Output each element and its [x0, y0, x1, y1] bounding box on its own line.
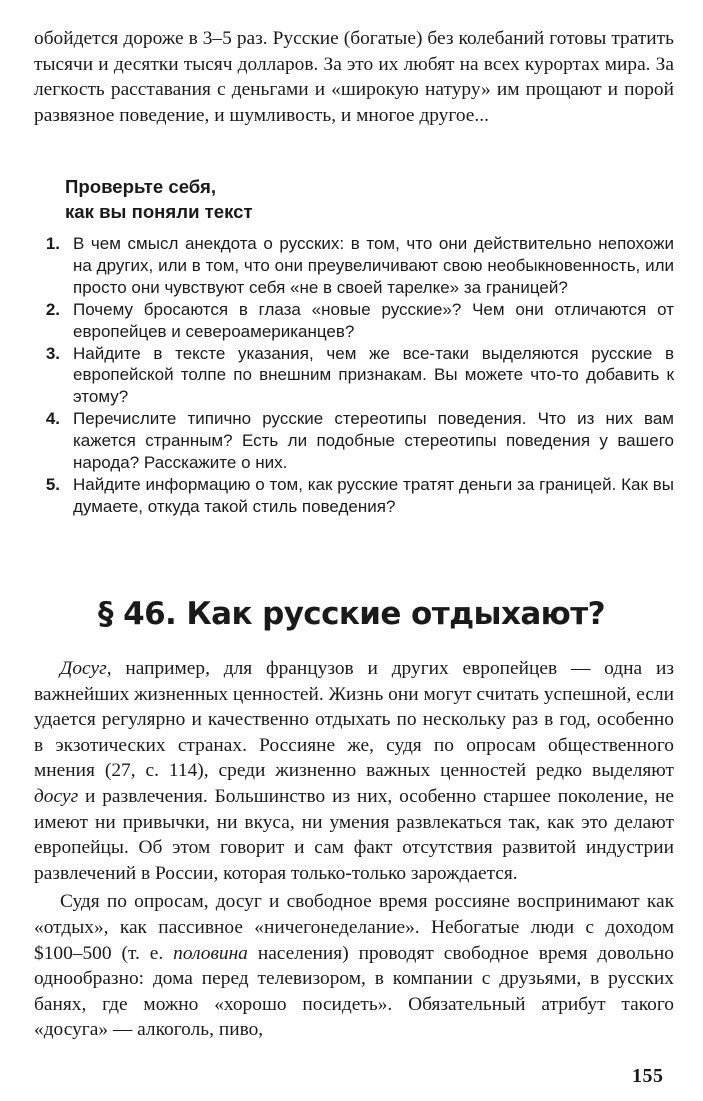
check-title-line2: как вы поняли текст	[65, 200, 253, 222]
question-item	[30, 233, 674, 299]
body-text-run: Судя по опросам, досуг и свободное время россияне воспринимают как «отдых», как пассивное «ничегонеделание». Небогатые люди с доходом $100–500 (т. е.	[34, 891, 674, 964]
question-text: Перечислите типично русские стереотипы поведения. Что из них вам кажется странным? Есть ли подобные стереотипы поведения у вашего народа? Расскажите о них.	[73, 409, 674, 473]
question-text: Почему бросаются в глаза «новые русские»? Чем они отличаются от европейцев и североамериканцев?	[73, 299, 674, 341]
check-title-line1: Проверьте себя,	[65, 176, 217, 197]
italic-term: досуг	[34, 785, 79, 807]
body-text	[34, 656, 674, 1043]
question-item	[30, 408, 674, 474]
body-paragraph-2	[34, 889, 674, 1043]
question-number: 4.	[45, 409, 60, 429]
page-number: 155	[632, 1065, 664, 1087]
body-text-run: , например, для французов и других европейцев — одна из важнейших жизненных ценностей. Жизнь они могут считать успешной, если удается регулярно и качественно отдыхать по нескольку раз в год, особенно в экзотических странах. Россияне же, судя по опросам общественного мнения (27, с. 114), среди жизненно важных ценностей редко выделяют	[34, 658, 674, 782]
question-number: 3.	[45, 343, 60, 363]
question-number: 1.	[45, 234, 60, 253]
body-text-run: населения) проводят свободное время довольно однообразно: дома перед телевизором, в компании с друзьями, в русских банях, где можно «хорошо посидеть». Обязательный атрибут такого «досуга» — алкоголь, пиво,	[34, 942, 674, 1041]
question-item	[30, 343, 674, 409]
question-text: В чем смысл анекдота о русских: в том, что они действительно непохожи на других, или в том, что они преувеличивают свою необыкновенность, или просто они чувствуют себя «не в своей тарелке» за границей?	[73, 234, 674, 297]
question-text: Найдите в тексте указания, чем же все-таки выделяются русские в европейской толпе по внешним признакам. Вы можете что-то добавить к этому?	[73, 343, 674, 407]
italic-term: Досуг	[60, 658, 107, 679]
section-heading: § 46. Как русские отдыхают?	[98, 596, 605, 632]
question-number: 2.	[45, 299, 60, 319]
question-item	[30, 474, 674, 518]
intro-paragraph: обойдется дороже в 3–5 раз. Русские (богатые) без колебаний готовы тратить тысячи и десятки тысяч долларов. За это их любят на всех курортах мира. За легкость расставания с деньгами и «широкую натуру» им прощают и порой развязное поведение, и шумливость, и многое другое...	[34, 28, 674, 126]
body-text-run: и развлечения. Большинство из них, особенно старшее поколение, не имеют ни привычки, ни вкуса, ни умения развлекаться так, как это делают европейцы. Об этом говорит и сам факт отсутствия развитой индустрии развлечений в России, которая только-только зарождается.	[34, 785, 674, 884]
check-yourself-heading	[65, 175, 565, 224]
question-text: Найдите информацию о том, как русские тратят деньги за границей. Как вы думаете, откуда такой стиль поведения?	[73, 474, 674, 516]
body-paragraph-1	[34, 656, 674, 886]
italic-term: половина	[173, 942, 248, 964]
question-list	[30, 233, 674, 518]
question-item	[30, 299, 674, 343]
question-number: 5.	[45, 474, 60, 494]
